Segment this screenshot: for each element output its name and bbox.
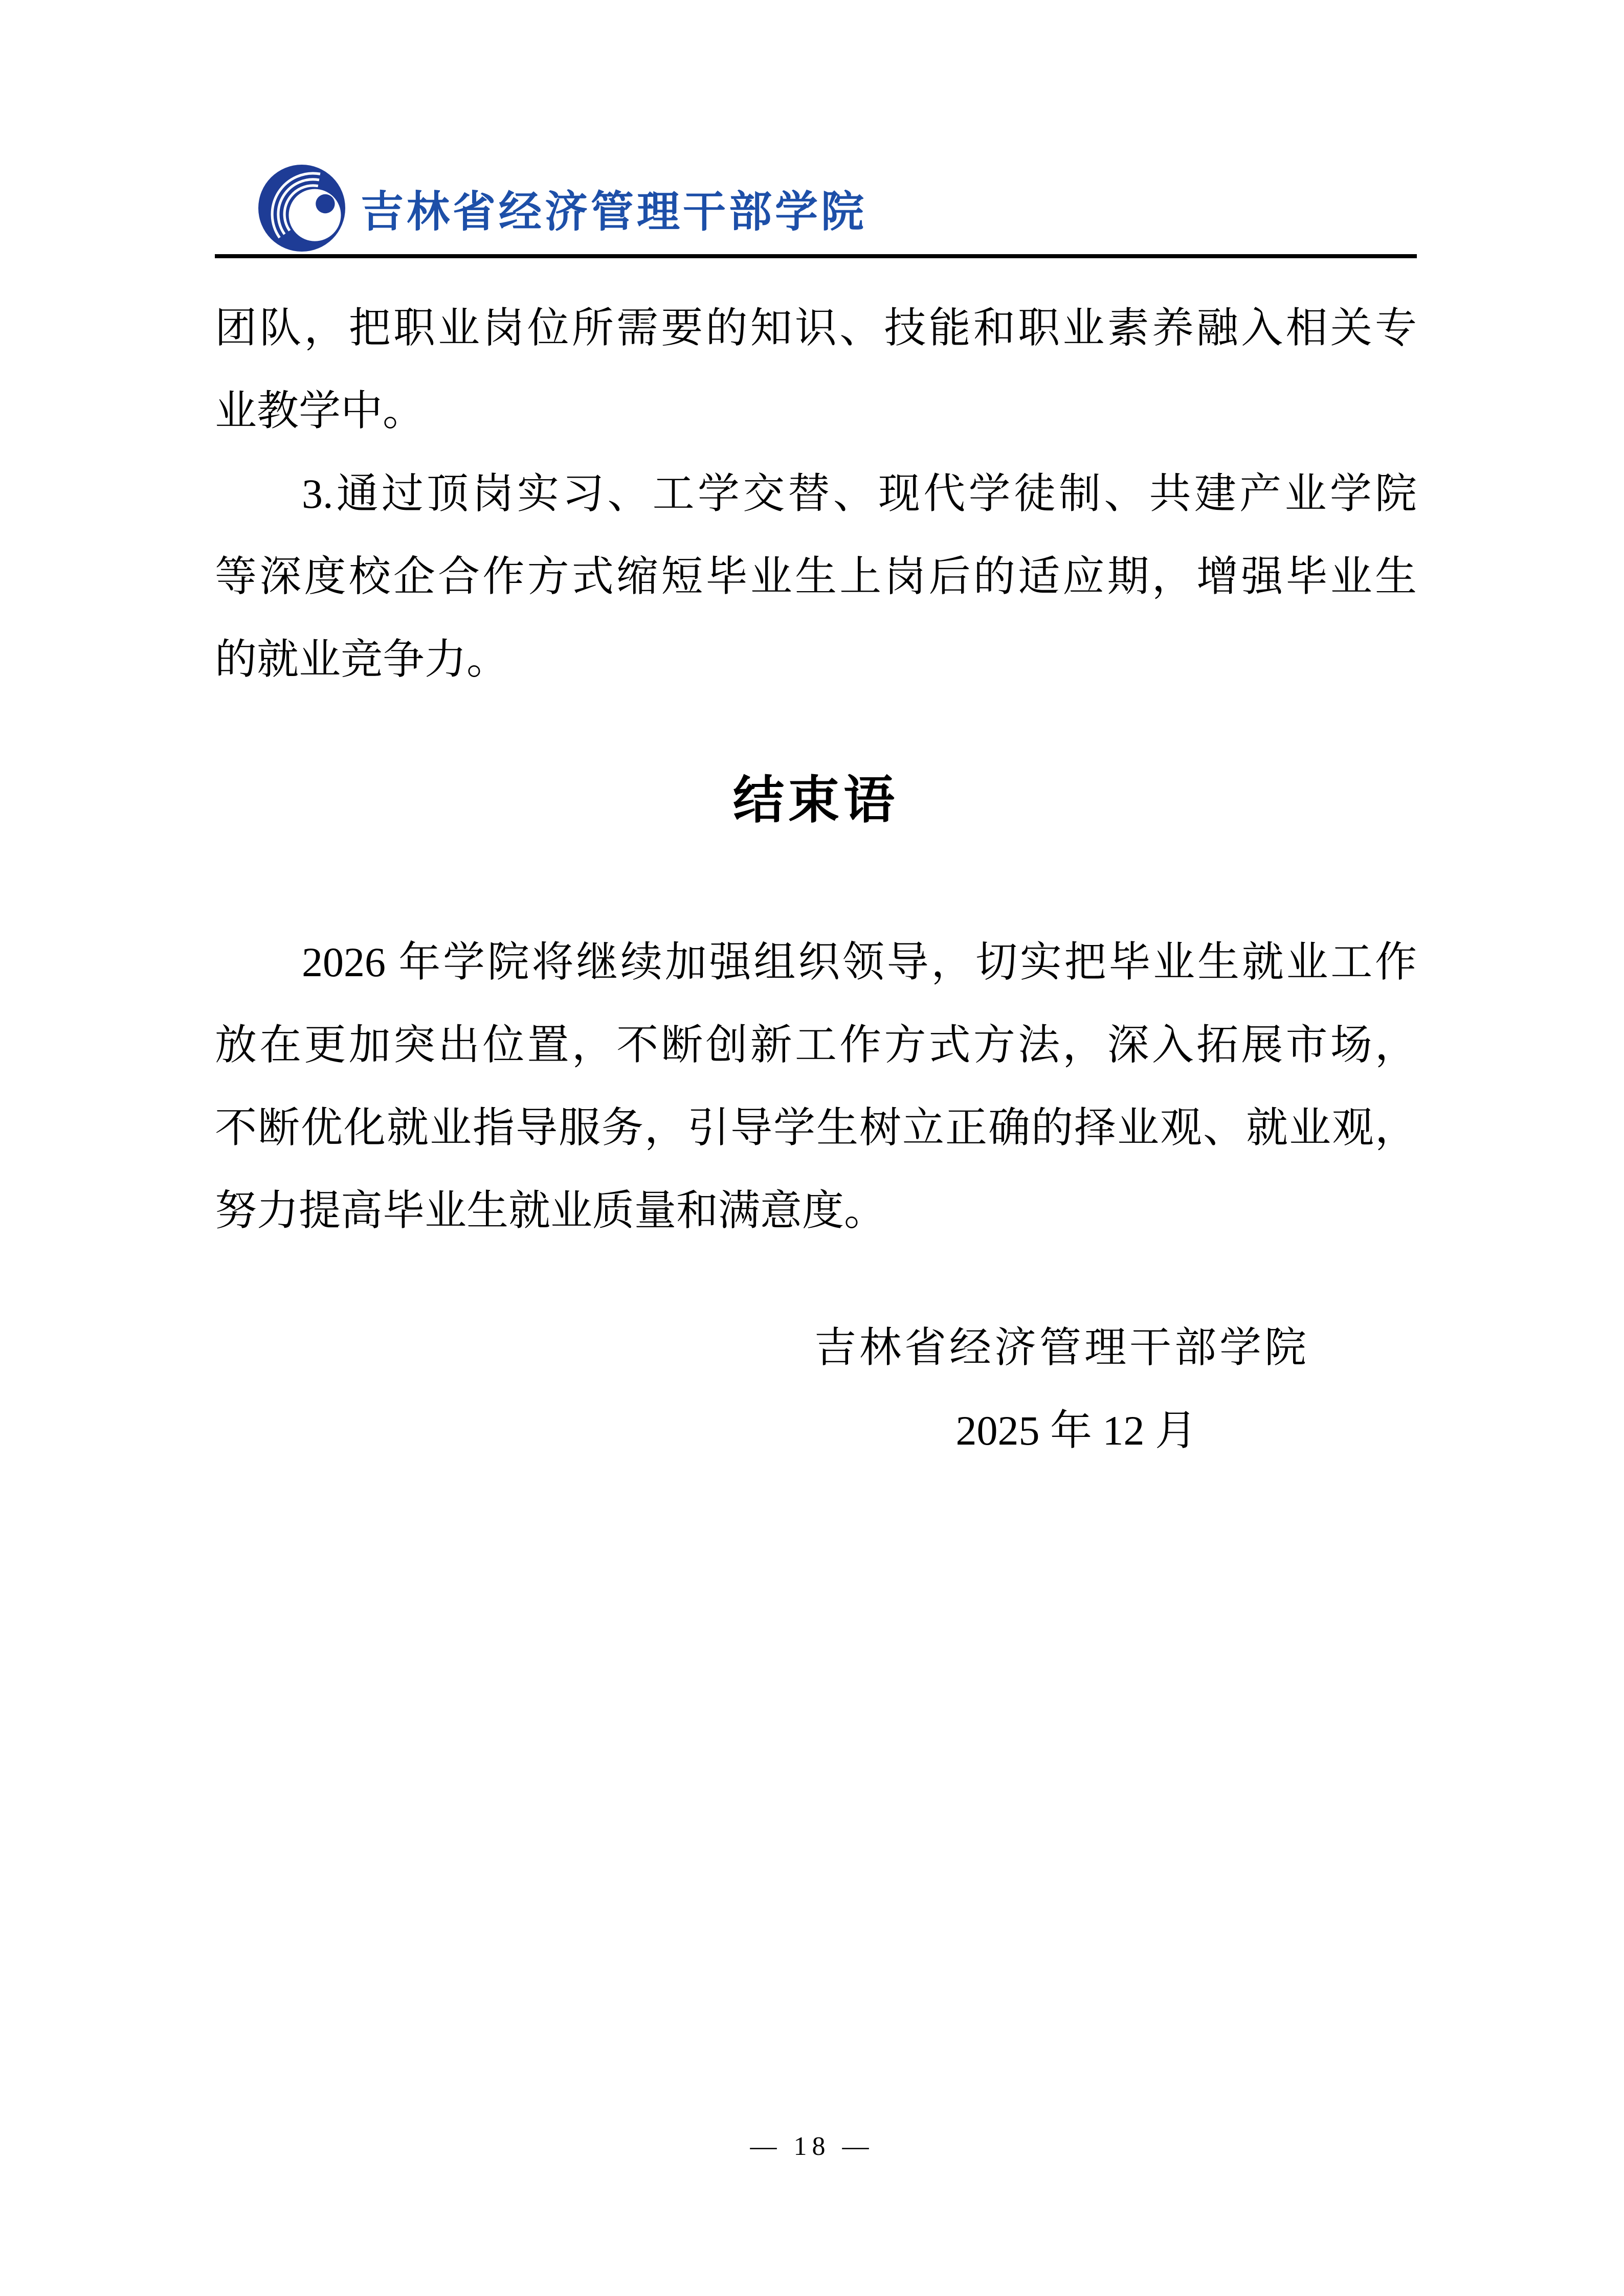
text-line: 2026 年学院将继续加强组织领导，切实把毕业生就业工作 bbox=[302, 939, 1417, 985]
paragraph-teamwork bbox=[215, 287, 1417, 453]
page-header bbox=[0, 0, 1624, 258]
paragraph-item-3 bbox=[215, 453, 1417, 701]
text-line: 团队，把职业岗位所需要的知识、技能和职业素养融入相关专 bbox=[215, 305, 1417, 351]
text-line: 3.通过顶岗实习、工学交替、现代学徒制、共建产业学院 bbox=[302, 470, 1417, 517]
institution-brand bbox=[258, 165, 1417, 252]
document-body bbox=[0, 287, 1624, 1472]
text-line: 等深度校企合作方式缩短毕业生上岗后的适应期，增强毕业生 bbox=[215, 553, 1417, 600]
page-footer bbox=[0, 2131, 1624, 2162]
text-line: 的就业竞争力。 bbox=[215, 636, 509, 683]
text-line: 业教学中。 bbox=[215, 388, 425, 434]
section-heading-conclusion: 结束语 bbox=[733, 772, 899, 829]
text-line: 放在更加突出位置，不断创新工作方式方法，深入拓展市场， bbox=[215, 1022, 1417, 1068]
institution-name: 吉林省经济管理干部学院 bbox=[361, 187, 867, 236]
text-line: 不断优化就业指导服务，引导学生树立正确的择业观、就业观， bbox=[215, 1105, 1417, 1151]
signature-date: 2025 年 12 月 bbox=[955, 1407, 1197, 1454]
header-divider bbox=[215, 254, 1417, 258]
signature-institution: 吉林省经济管理干部学院 bbox=[814, 1324, 1309, 1371]
signature-block bbox=[215, 1307, 1417, 1472]
crescent-wave-circle-icon bbox=[258, 165, 345, 252]
paragraph-conclusion bbox=[215, 921, 1417, 1252]
page-number: — 18 — bbox=[750, 2132, 874, 2161]
text-line: 努力提高毕业生就业质量和满意度。 bbox=[215, 1187, 886, 1234]
